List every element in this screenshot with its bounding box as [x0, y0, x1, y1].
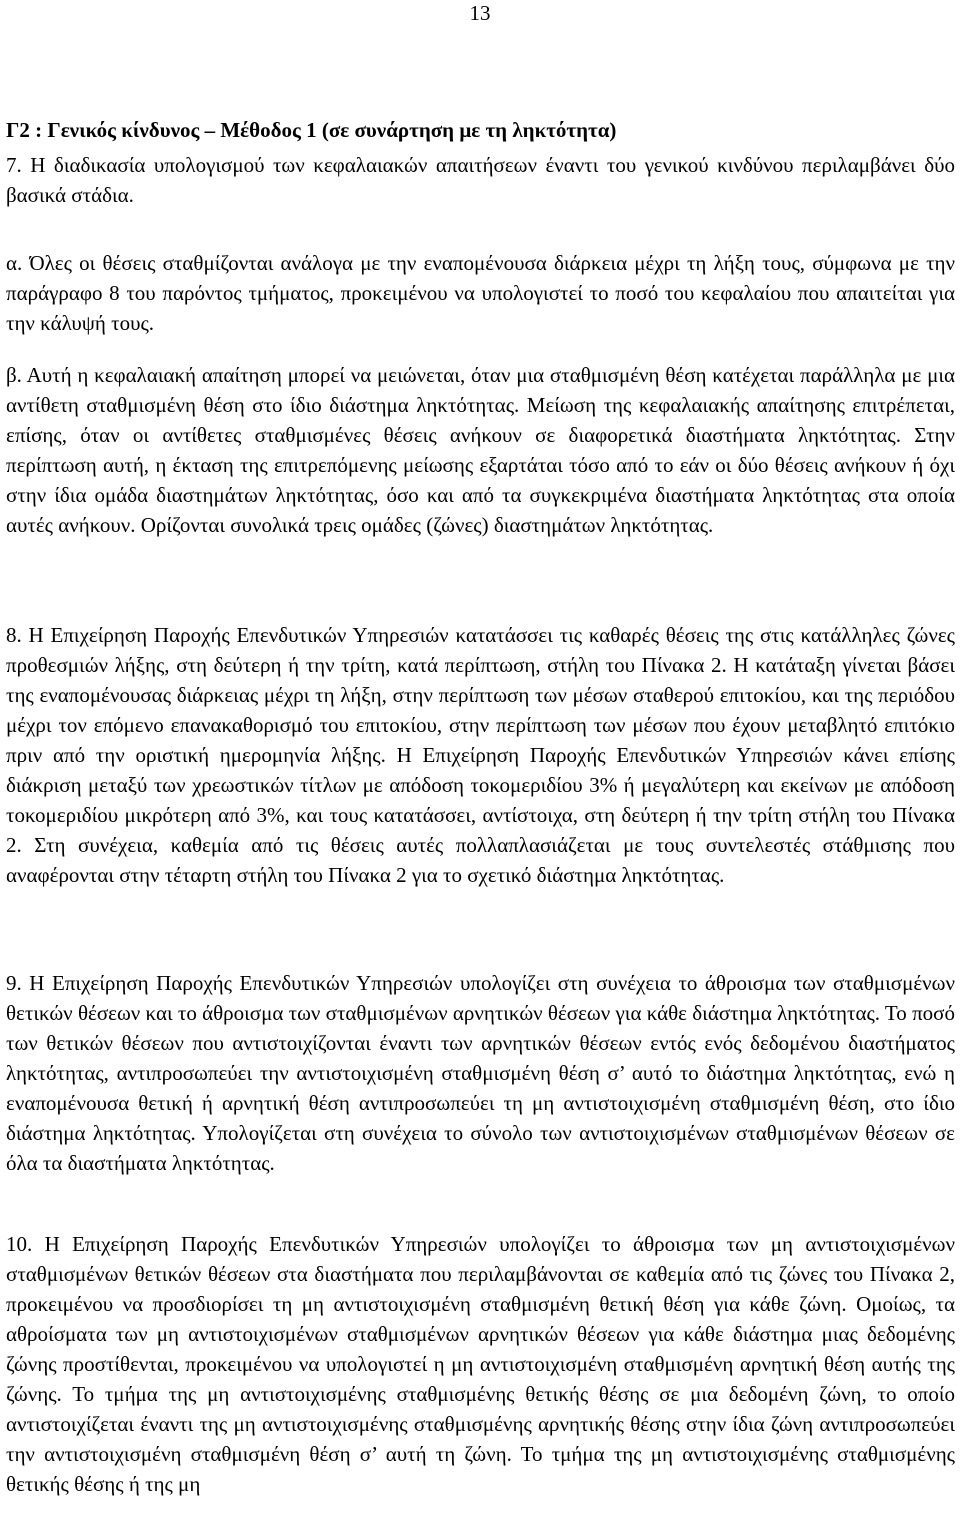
paragraph-7: 7. Η διαδικασία υπολογισμού των κεφαλαιακών απαιτήσεων έναντι του γενικού κινδύνου περιλαμβάνει δύο βασικά στάδια. — [6, 153, 955, 207]
page-number: 13 — [469, 1, 491, 25]
paragraph-beta: β. Αυτή η κεφαλαιακή απαίτηση μπορεί να μειώνεται, όταν μια σταθμισμένη θέση κατέχεται παράλληλα με μια αντίθετη σταθμισμένη θέση στο ίδιο διάστημα ληκτότητας. Μείωση της κεφαλαιακής απαίτησης επιτρέπεται, επίσης, όταν οι αντίθετες σταθμισμένες θέσεις ανήκουν σε διαφορετικά διαστήματα ληκτότητας. Στην περίπτωση αυτή, η έκταση της επιτρεπόμενης μείωσης εξαρτάται τόσο από το εάν οι δύο θέσεις ανήκουν ή όχι στην ίδια ομάδα διαστημάτων ληκτότητας, όσο και από τα συγκεκριμένα διαστήματα ληκτότητας στα οποία αυτές ανήκουν. Ορίζονται συνολικά τρεις ομάδες (ζώνες) διαστημάτων ληκτότητας. — [6, 363, 955, 537]
paragraph-8: 8. Η Επιχείρηση Παροχής Επενδυτικών Υπηρεσιών κατατάσσει τις καθαρές θέσεις της στις κατάλληλες ζώνες προθεσμιών λήξης, στη δεύτερη ή την τρίτη, κατά περίπτωση, στήλη του Πίνακα 2. Η κατάταξη γίνεται βάσει της εναπομένουσας διάρκειας μέχρι τη λήξη, στην περίπτωση των μέσων σταθερού επιτοκίου, και της περιόδου μέχρι τον επόμενο επανακαθορισμό του επιτοκίου, στην περίπτωση των μέσων που έχουν μεταβλητό επιτόκιο πριν από την οριστική ημερομηνία λήξης. Η Επιχείρηση Παροχής Επενδυτικών Υπηρεσιών κάνει επίσης διάκριση μεταξύ των χρεωστικών τίτλων με απόδοση τοκομεριδίου 3% ή μεγαλύτερη και εκείνων με απόδοση τοκομεριδίου μικρότερη από 3%, και τους κατατάσσει, αντίστοιχα, στη δεύτερη ή την τρίτη στήλη του Πίνακα 2. Στη συνέχεια, καθεμία από τις θέσεις αυτές πολλαπλασιάζεται με τους συντελεστές στάθμισης που αναφέρονται στην τέταρτη στήλη του Πίνακα 2 για το σχετικό διάστημα ληκτότητας. — [6, 623, 955, 887]
paragraph-9: 9. Η Επιχείρηση Παροχής Επενδυτικών Υπηρεσιών υπολογίζει στη συνέχεια το άθροισμα των σταθμισμένων θετικών θέσεων και το άθροισμα των σταθμισμένων αρνητικών θέσεων για κάθε διάστημα ληκτότητας. Το ποσό των θετικών θέσεων που αντιστοιχίζονται έναντι των αρνητικών θέσεων εντός ενός δεδομένου διαστήματος ληκτότητας, αντιπροσωπεύει την αντιστοιχισμένη σταθμισμένη θέση σ’ αυτό το διάστημα ληκτότητας, ενώ η εναπομένουσα θετική ή αρνητική θέση αντιπροσωπεύει τη μη αντιστοιχισμένη σταθμισμένη θέση, στο ίδιο διάστημα ληκτότητας. Υπολογίζεται στη συνέχεια το σύνολο των αντιστοιχισμένων σταθμισμένων θέσεων σε όλα τα διαστήματα ληκτότητας. — [6, 971, 955, 1175]
paragraph-10: 10. Η Επιχείρηση Παροχής Επενδυτικών Υπηρεσιών υπολογίζει το άθροισμα των μη αντιστοιχισμένων σταθμισμένων θετικών θέσεων στα διαστήματα που περιλαμβάνονται σε καθεμία από τις ζώνες του Πίνακα 2, προκειμένου να προσδιορίσει τη μη αντιστοιχισμένη σταθμισμένη θετική θέση για κάθε ζώνη. Ομοίως, τα αθροίσματα των μη αντιστοιχισμένων σταθμισμένων αρνητικών θέσεων για κάθε διάστημα μιας δεδομένης ζώνης προστίθενται, προκειμένου να υπολογιστεί η μη αντιστοιχισμένη σταθμισμένη αρνητική θέση αυτής της ζώνης. Το τμήμα της μη αντιστοιχισμένης σταθμισμένης θετικής θέσης σε μια δεδομένη ζώνη, το οποίο αντιστοιχίζεται έναντι της μη αντιστοιχισμένης σταθμισμένης αρνητικής θέσης στην ίδια ζώνη αντιπροσωπεύει την αντιστοιχισμένη σταθμισμένη θέση σ’ αυτή τη ζώνη. Το τμήμα της μη αντιστοιχισμένης σταθμισμένης θετικής θέσης ή της μη — [6, 1232, 955, 1496]
paragraph-alpha: α. Όλες οι θέσεις σταθμίζονται ανάλογα με την εναπομένουσα διάρκεια μέχρι τη λήξη τους, σύμφωνα με την παράγραφο 8 του παρόντος τμήματος, προκειμένου να υπολογιστεί το ποσό του κεφαλαίου που απαιτείται για την κάλυψή τους. — [6, 251, 955, 335]
section-heading: Γ2 : Γενικός κίνδυνος – Μέθοδος 1 (σε συνάρτηση με τη ληκτότητα) — [6, 118, 617, 142]
